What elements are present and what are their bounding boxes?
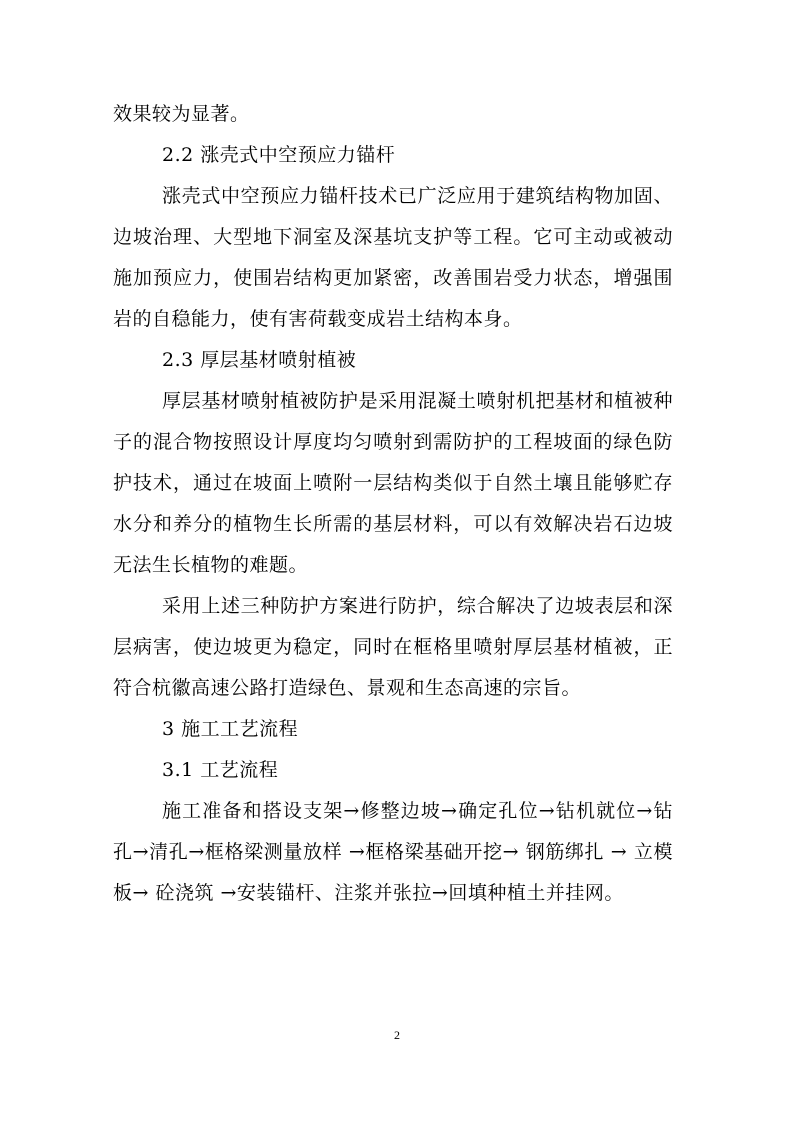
section-heading-3: 3 施工工艺流程: [162, 718, 299, 740]
section-heading-2-3: 2.3 厚层基材喷射植被: [162, 349, 357, 371]
paragraph-continuation: 效果较为显著。: [113, 103, 250, 125]
section-heading-3-1: 3.1 工艺流程: [162, 759, 279, 781]
paragraph-anchor-description: 涨壳式中空预应力锚杆技术已广泛应用于建筑结构物加固、边坡治理、大型地下洞室及深基坑支护等工程。它可主动或被动施加预应力，使围岩结构更加紧密，改善围岩受力状态，增强围岩的自稳能力，使有害荷载变成岩土结构本身。: [113, 185, 673, 330]
section-heading-2-2: 2.2 涨壳式中空预应力锚杆: [162, 144, 396, 166]
page-number: 2: [394, 1028, 400, 1042]
paragraph-vegetation-description: 厚层基材喷射植被防护是采用混凝土喷射机把基材和植被种子的混合物按照设计厚度均匀喷射到需防护的工程坡面的绿色防护技术，通过在坡面上喷附一层结构类似于自然土壤且能够贮存水分和养分的植物生长所需的基层材料，可以有效解决岩石边坡无法生长植物的难题。: [113, 390, 673, 576]
body-text: [113, 94, 673, 914]
paragraph-summary: 采用上述三种防护方案进行防护，综合解决了边坡表层和深层病害，使边坡更为稳定，同时在框格里喷射厚层基材植被，正符合杭徽高速公路打造绿色、景观和生态高速的宗旨。: [113, 595, 673, 699]
paragraph-process-flow: 施工准备和搭设支架→修整边坡→确定孔位→钻机就位→钻孔→清孔→框格梁测量放样 →框格梁基础开挖→ 钢筋绑扎 → 立模板→ 砼浇筑 →安装锚杆、注浆并张拉→回填种植土并挂网。: [113, 800, 673, 904]
